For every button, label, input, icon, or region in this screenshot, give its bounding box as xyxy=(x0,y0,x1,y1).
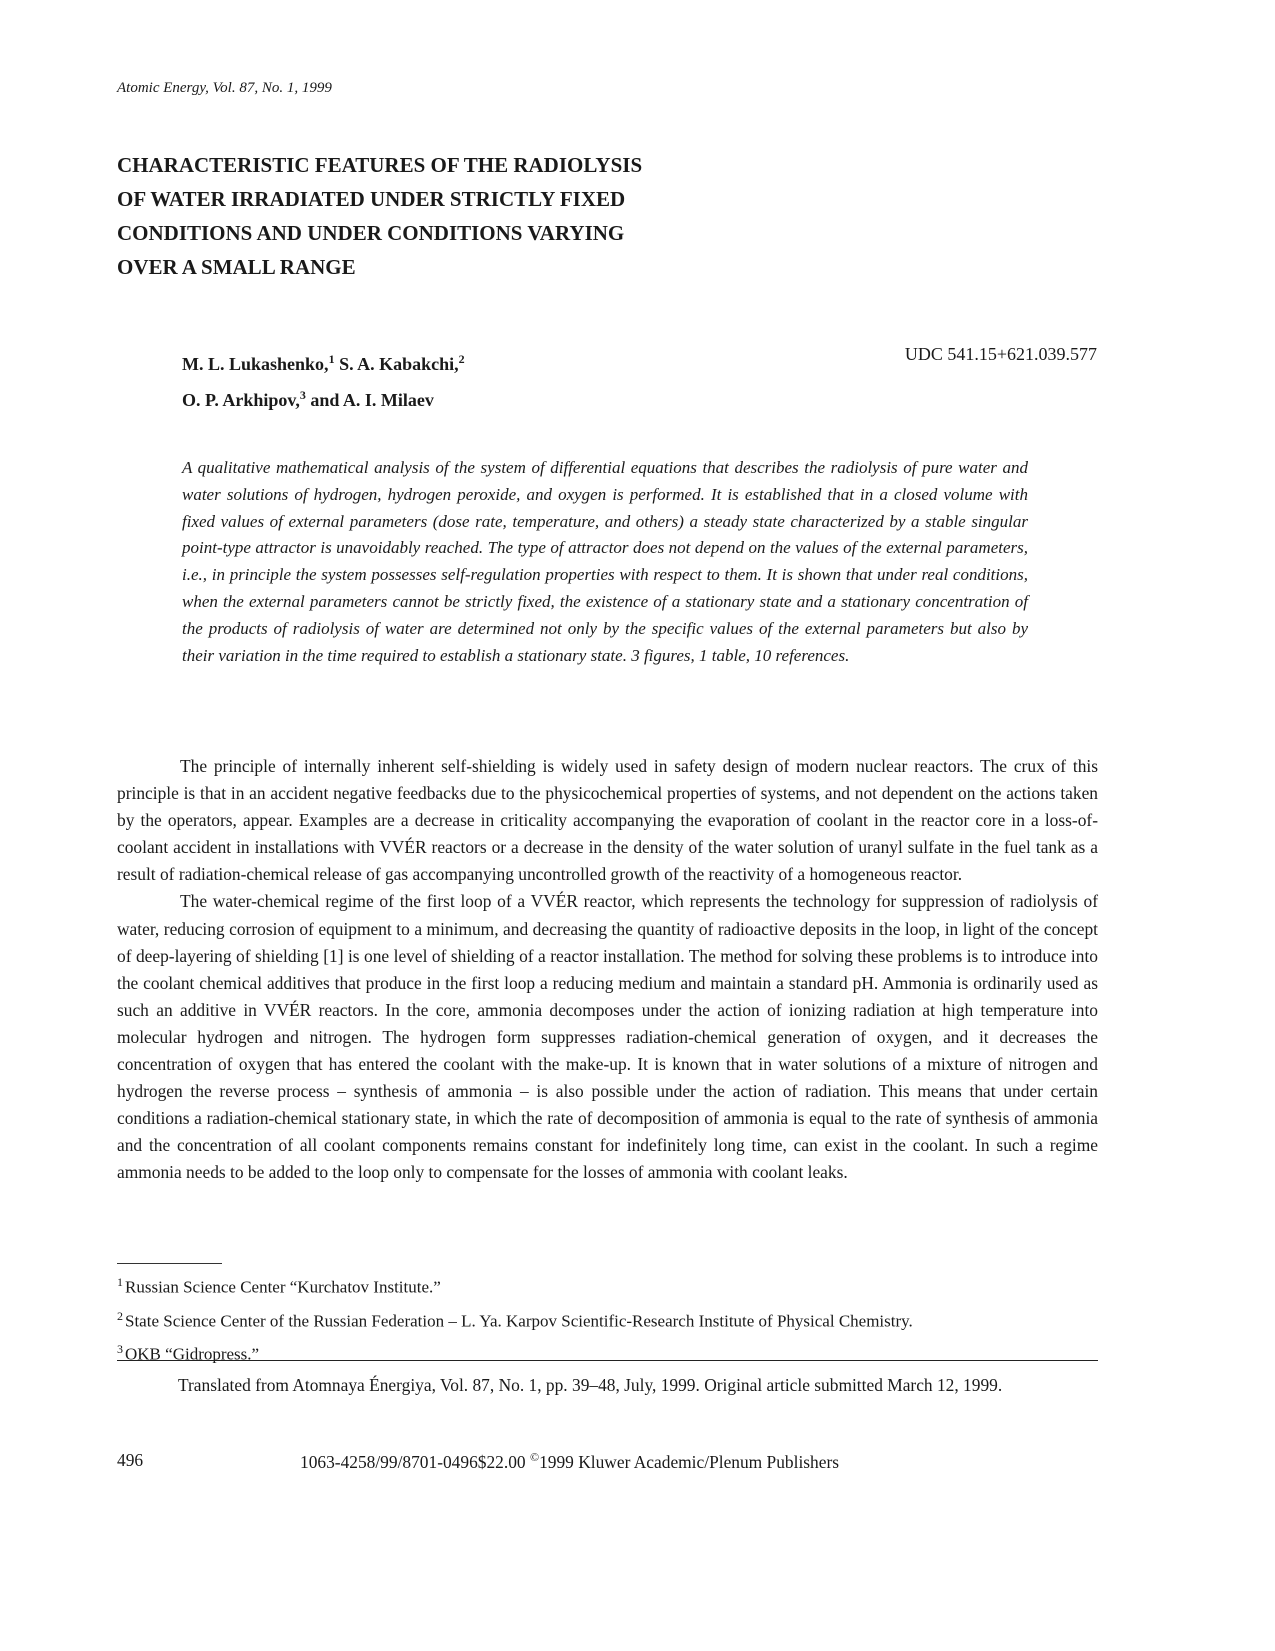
footnote-divider xyxy=(117,1263,222,1264)
translation-note: Translated from Atomnaya Énergiya, Vol. 87, No. 1, pp. 39–48, July, 1999. Original article submitted March 12, 1999. xyxy=(178,1375,1003,1395)
article-code: 1063-4258/99/8701-0496$22.00 xyxy=(300,1451,526,1472)
author-affiliation-mark: 3 xyxy=(299,388,306,402)
footnote xyxy=(117,1335,913,1369)
publisher: 1999 Kluwer Academic/Plenum Publishers xyxy=(539,1451,840,1472)
author-name: M. L. Lukashenko, xyxy=(182,354,329,374)
footnote-text: Russian Science Center “Kurchatov Institute.” xyxy=(125,1277,441,1297)
journal-header: Atomic Energy, Vol. 87, No. 1, 1999 xyxy=(117,80,332,96)
footnote xyxy=(117,1268,913,1302)
author-name: and A. I. Milaev xyxy=(310,390,434,410)
author-name: O. P. Arkhipov, xyxy=(182,390,300,410)
title-line: OF WATER IRRADIATED UNDER STRICTLY FIXED xyxy=(117,187,626,211)
udc-code: UDC 541.15+621.039.577 xyxy=(904,344,1097,364)
author-line xyxy=(182,380,465,416)
body-paragraph: The principle of internally inherent self-shielding is widely used in safety design of modern nuclear reactors. The crux of this principle is that in an accident negative feedbacks due to the physicochemical properties of systems, and not dependent on the actions taken by the operators, appear. Examples are a decrease in criticality accompanying the evaporation of coolant in the reactor core in a loss-of-coolant accident in installations with VVÉR reactors or a decrease in the density of the water solution of uranyl sulfate in the fuel tank as a result of radiation-chemical release of gas accompanying uncontrolled growth of the reactivity of a homogeneous reactor. xyxy=(117,756,1098,885)
page-number: 496 xyxy=(117,1450,144,1470)
footnotes xyxy=(117,1268,913,1369)
body-text xyxy=(117,753,1098,1187)
footnote-text: State Science Center of the Russian Federation – L. Ya. Karpov Scientific-Research Institute of Physical Chemistry. xyxy=(125,1311,913,1331)
title-line: OVER A SMALL RANGE xyxy=(117,255,356,279)
article-title xyxy=(117,148,877,284)
footnote xyxy=(117,1302,913,1336)
body-paragraph: The water-chemical regime of the first loop of a VVÉR reactor, which represents the technology for suppression of radiolysis of water, reducing corrosion of equipment to a minimum, and decreasing the quantity of radioactive deposits in the loop, in light of the concept of deep-layering of shielding [1] is one level of shielding of a reactor installation. The method for solving these problems is to introduce into the coolant chemical additives that produce in the first loop a reducing medium and maintain a standard pH. Ammonia is ordinarily used as such an additive in VVÉR reactors. In the core, ammonia decomposes under the action of ionizing radiation at high temperature into molecular hydrogen and nitrogen. The hydrogen form suppresses radiation-chemical generation of oxygen, and it decreases the concentration of oxygen that has entered the coolant with the make-up. It is known that in water solutions of a mixture of nitrogen and hydrogen the reverse process – synthesis of ammonia – is also possible under the action of radiation. This means that under certain conditions a radiation-chemical stationary state, in which the rate of decomposition of ammonia is equal to the rate of synthesis of ammonia and the concentration of all coolant components remains constant for indefinitely long time, can exist in the coolant. In such a regime ammonia needs to be added to the loop only to compensate for the losses of ammonia with coolant leaks. xyxy=(117,891,1098,1183)
title-line: CONDITIONS AND UNDER CONDITIONS VARYING xyxy=(117,221,625,245)
title-line: CHARACTERISTIC FEATURES OF THE RADIOLYSIS xyxy=(117,153,643,177)
footnote-mark: 2 xyxy=(117,1308,123,1323)
publication-info xyxy=(300,1450,839,1473)
author-name: S. A. Kabakchi, xyxy=(339,354,459,374)
author-affiliation-mark: 1 xyxy=(328,352,335,366)
footnote-mark: 3 xyxy=(117,1342,123,1357)
copyright-icon: © xyxy=(529,1450,540,1464)
author-affiliation-mark: 2 xyxy=(458,352,465,366)
footnote-mark: 1 xyxy=(117,1275,123,1289)
author-line xyxy=(182,344,465,380)
footer-divider xyxy=(117,1360,1098,1361)
footnote-text: OKB “Gidropress.” xyxy=(125,1344,260,1364)
abstract: A qualitative mathematical analysis of the system of differential equations that describes the radiolysis of pure water and water solutions of hydrogen, hydrogen peroxide, and oxygen is performed. It is established that in a closed volume with fixed values of external parameters (dose rate, temperature, and others) a steady state characterized by a stable singular point-type attractor is unavoidably reached. The type of attractor does not depend on the values of the external parameters, i.e., in principle the system possesses self-regulation properties with respect to them. It is shown that under real conditions, when the external parameters cannot be strictly fixed, the existence of a stationary state and a stationary concentration of the products of radiolysis of water are determined not only by the specific values of the external parameters but also by their variation in the time required to establish a stationary state. 3 figures, 1 table, 10 references. xyxy=(182,458,1028,665)
author-list xyxy=(182,344,465,416)
